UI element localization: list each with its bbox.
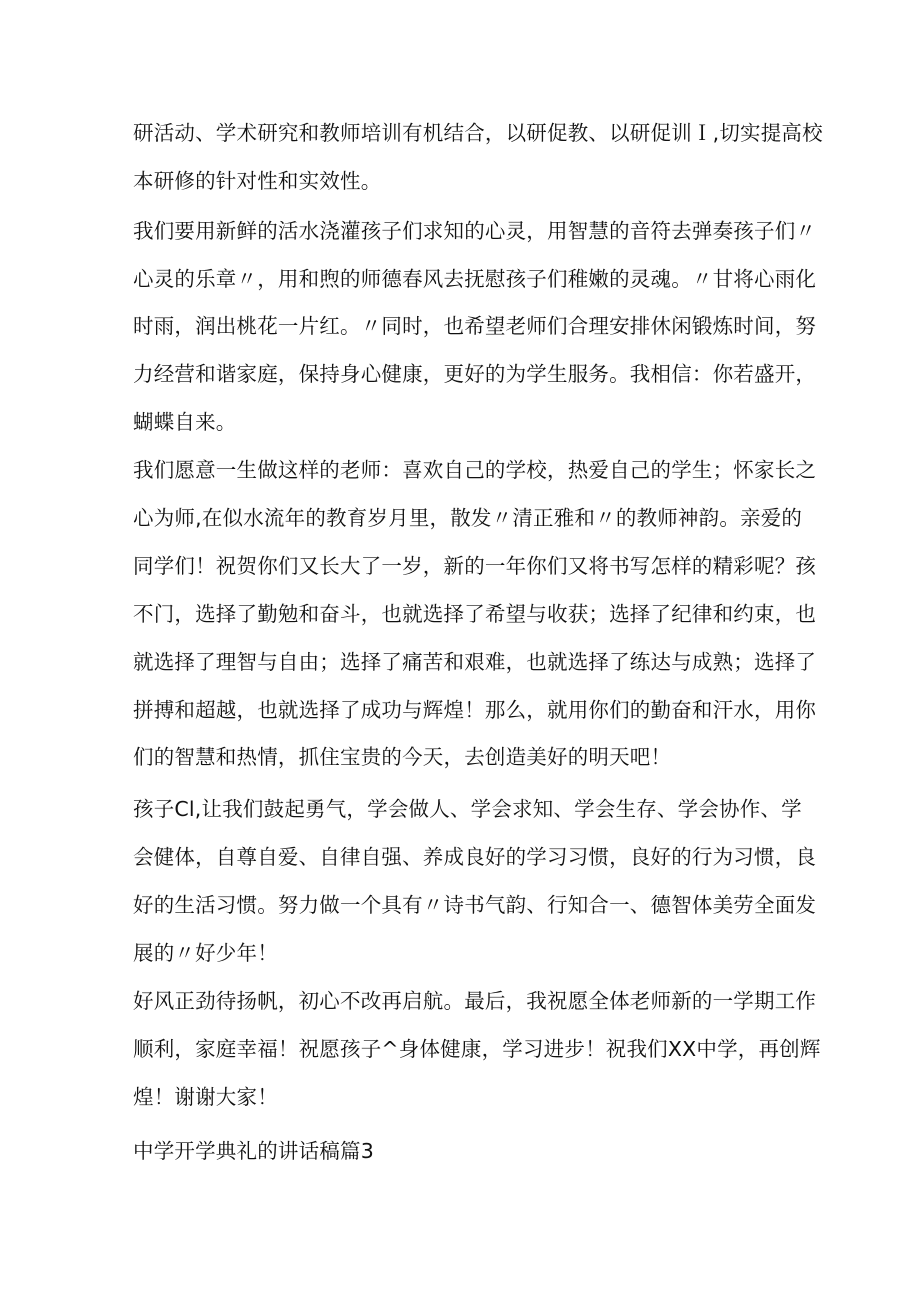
text-line: 蝴蝶自来。	[133, 410, 237, 434]
text-line: 心灵的乐章〃，用和煦的师德春风去抚慰孩子们稚嫩的灵魂。〃甘将心雨化	[133, 267, 817, 291]
text-line: 就选择了理智与自由；选择了痛苦和艰难，也就选择了练达与成熟；选择了	[133, 650, 817, 674]
text-line: 同学们！祝贺你们又长大了一岁，新的一年你们又将书写怎样的精彩呢？孩	[133, 554, 817, 578]
text-line: 展的〃好少年！	[133, 941, 278, 965]
text-line: 研活动、学术研究和教师培训有机结合，以研促教、以研促训Ｉ,切实提高校	[133, 121, 823, 145]
text-line: 我们愿意一生做这样的老师：喜欢自己的学校，热爱自己的学生；怀家长之	[133, 458, 817, 482]
section-heading: 中学开学典礼的讲话稿篇3	[133, 1139, 374, 1163]
text-line: 会健体，自尊自爱、自律自强、养成良好的学习习惯，良好的行为习惯，良	[133, 845, 817, 869]
text-line: 好的生活习惯。努力做一个具有〃诗书气韵、行知合一、德智体美劳全面发	[133, 893, 817, 917]
text-line: 好风正劲待扬帆，初心不改再启航。最后，我祝愿全体老师新的一学期工作	[133, 989, 817, 1013]
text-line: 顺利，家庭幸福！祝愿孩子^身体健康，学习进步！祝我们XX中学，再创辉	[133, 1037, 821, 1061]
text-line: 时雨，润出桃花一片红。〃同时，也希望老师们合理安排休闲锻炼时间，努	[133, 314, 817, 338]
text-line: 们的智慧和热情，抓住宝贵的今天，去创造美好的明天吧！	[133, 745, 672, 769]
text-line: 孩子Cl,让我们鼓起勇气，学会做人、学会求知、学会生存、学会协作、学	[133, 797, 802, 821]
text-line: 本研修的针对性和实效性。	[133, 169, 382, 193]
text-line: 拼搏和超越，也就选择了成功与辉煌！那么，就用你们的勤奋和汗水，用你	[133, 698, 817, 722]
text-line: 我们要用新鲜的活水浇灌孩子们求知的心灵，用智慧的音符去弹奏孩子们〃	[133, 219, 817, 243]
text-line: 不门，选择了勤勉和奋斗，也就选择了希望与收获；选择了纪律和约束，也	[133, 602, 817, 626]
text-line: 心为师,在似水流年的教育岁月里，散发〃清正雅和〃的教师神韵。亲爱的	[133, 506, 803, 530]
text-line: 力经营和谐家庭，保持身心健康，更好的为学生服务。我相信：你若盛开，	[133, 362, 817, 386]
text-line: 煌！谢谢大家！	[133, 1085, 278, 1109]
